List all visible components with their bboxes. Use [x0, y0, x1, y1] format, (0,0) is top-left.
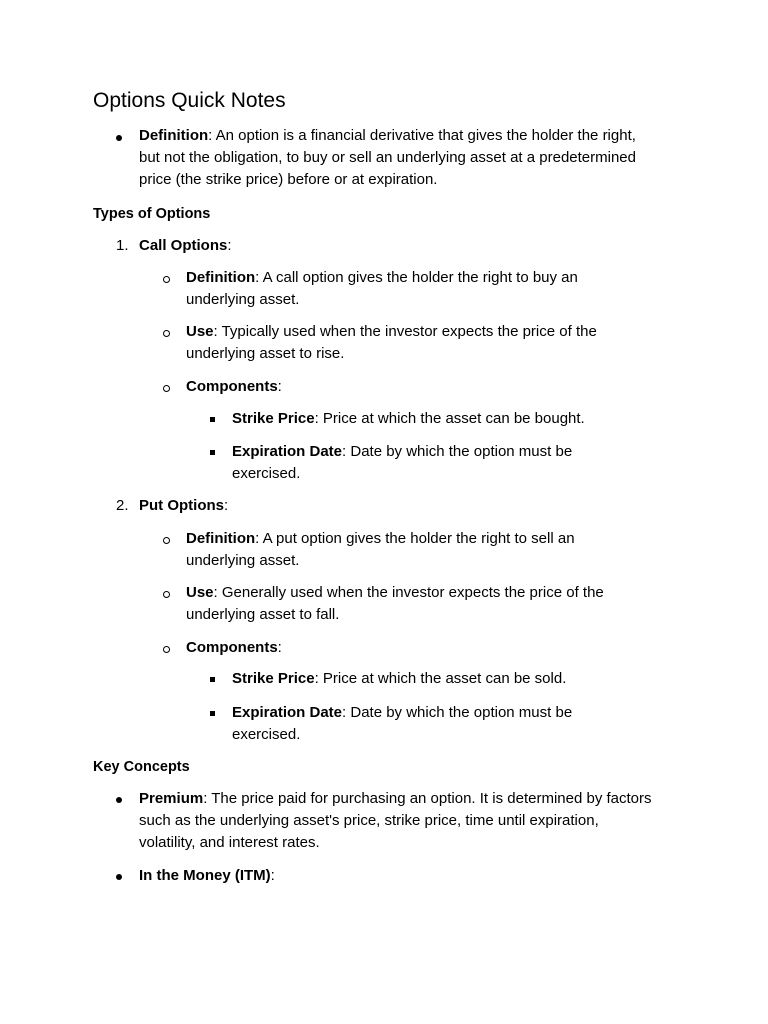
call-use-text: : Typically used when the investor expects the price of the underlying asset to rise. — [186, 323, 597, 362]
call-components — [186, 376, 706, 398]
intro-term: Definition — [139, 127, 209, 144]
put-expiration-date — [232, 702, 612, 746]
section-heading-key-concepts: Key Concepts — [93, 759, 190, 775]
put-expiration-text: : Date by which the option must be exercised. — [232, 704, 573, 743]
itm-term: In the Money (ITM) — [139, 867, 271, 884]
put-use-text: : Generally used when the investor expects the price of the underlying asset to fall. — [186, 584, 604, 623]
premium-term: Premium — [139, 790, 204, 807]
premium-definition — [139, 788, 659, 854]
call-options-heading — [139, 235, 659, 257]
bullet-square-icon — [210, 417, 215, 422]
put-definition — [186, 528, 646, 572]
put-components-text: : — [277, 639, 282, 656]
bullet-dot-icon — [116, 797, 122, 803]
call-expiration-term: Expiration Date — [232, 443, 343, 460]
call-components-text: : — [277, 378, 282, 395]
bullet-circle-icon — [163, 591, 170, 598]
bullet-square-icon — [210, 677, 215, 682]
put-use-term: Use — [186, 584, 214, 601]
put-colon: : — [224, 497, 229, 514]
bullet-circle-icon — [163, 646, 170, 653]
bullet-square-icon — [210, 711, 215, 716]
intro-text: : An option is a financial derivative that gives the holder the right, but not the obligation, to buy or sell an underlying asset at a predetermined price (the strike price) before or at expiration. — [139, 127, 636, 188]
itm-text: : — [270, 867, 275, 884]
call-expiration-text: : Date by which the option must be exercised. — [232, 443, 573, 482]
intro-definition — [139, 125, 659, 191]
call-components-term: Components — [186, 378, 278, 395]
bullet-dot-icon — [116, 135, 122, 141]
call-use — [186, 321, 656, 365]
list-number: 1. — [116, 237, 129, 254]
put-term: Put Options — [139, 497, 224, 514]
bullet-circle-icon — [163, 537, 170, 544]
call-use-term: Use — [186, 323, 214, 340]
put-use — [186, 582, 656, 626]
call-strike-term: Strike Price — [232, 410, 315, 427]
put-options-heading — [139, 495, 659, 517]
page-title: Options Quick Notes — [93, 89, 286, 112]
put-definition-text: : A put option gives the holder the right to sell an underlying asset. — [186, 530, 575, 569]
put-strike-price — [232, 668, 652, 690]
call-definition-term: Definition — [186, 269, 256, 286]
put-strike-text: : Price at which the asset can be sold. — [314, 670, 567, 687]
itm-heading — [139, 865, 659, 887]
bullet-square-icon — [210, 450, 215, 455]
put-expiration-term: Expiration Date — [232, 704, 343, 721]
list-number: 2. — [116, 497, 129, 514]
bullet-dot-icon — [116, 874, 122, 880]
call-term: Call Options — [139, 237, 228, 254]
call-strike-price — [232, 408, 652, 430]
bullet-circle-icon — [163, 385, 170, 392]
call-definition-text: : A call option gives the holder the right to buy an underlying asset. — [186, 269, 578, 308]
put-components — [186, 637, 706, 659]
section-heading-types: Types of Options — [93, 206, 211, 222]
put-definition-term: Definition — [186, 530, 256, 547]
bullet-circle-icon — [163, 276, 170, 283]
call-strike-text: : Price at which the asset can be bought. — [314, 410, 585, 427]
call-definition — [186, 267, 646, 311]
call-expiration-date — [232, 441, 612, 485]
put-components-term: Components — [186, 639, 278, 656]
call-colon: : — [227, 237, 232, 254]
premium-text: : The price paid for purchasing an option. It is determined by factors such as the underlying asset's price, strike price, time until expiration, volatility, and interest rates. — [139, 790, 652, 851]
put-strike-term: Strike Price — [232, 670, 315, 687]
bullet-circle-icon — [163, 330, 170, 337]
